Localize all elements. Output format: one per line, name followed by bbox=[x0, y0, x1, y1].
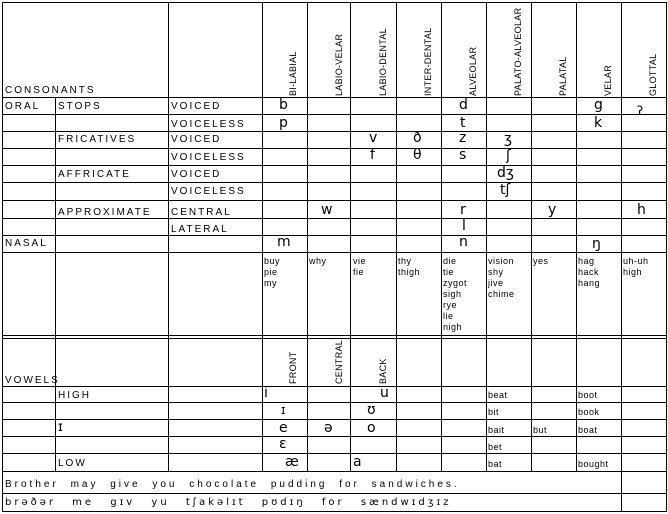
vowel-example: bait bbox=[488, 425, 505, 435]
ipa-symbol: w bbox=[321, 202, 333, 218]
row-label-voiceless: VOICELESS bbox=[171, 152, 246, 163]
place-header: INTER-DENTAL bbox=[423, 27, 433, 96]
rule bbox=[2, 402, 666, 403]
ipa-symbol: dʒ bbox=[497, 165, 514, 181]
ipa-symbol: ŋ bbox=[592, 236, 601, 252]
ipa-symbol: æ bbox=[285, 454, 299, 470]
sentence-ipa: brəðər me gɪv yu tʃakəlɪt pʊdɪŋ for sændwɪdʒɪz bbox=[5, 497, 452, 508]
ipa-symbol: ð bbox=[413, 130, 422, 146]
example-words: vision shy jive chime bbox=[488, 256, 515, 299]
ipa-symbol: z bbox=[459, 130, 467, 146]
place-header: VELAR bbox=[603, 64, 613, 96]
rule bbox=[350, 2, 351, 471]
vowel-example: bought bbox=[578, 459, 609, 469]
vowel-example: bet bbox=[488, 442, 503, 452]
rule bbox=[2, 419, 666, 420]
rule bbox=[441, 2, 442, 471]
consonants-title: CONSONANTS bbox=[5, 85, 96, 96]
row-label-central: CENTRAL bbox=[171, 207, 232, 218]
ipa-symbol: ɪ bbox=[281, 403, 286, 417]
ipa-symbol: b bbox=[279, 97, 288, 113]
vowel-example: boot bbox=[578, 390, 598, 400]
vowel-column-header: CENTRAL bbox=[334, 339, 344, 384]
ipa-symbol: ʒ bbox=[504, 131, 513, 147]
row-label-approximate: APPROXIMATE bbox=[58, 207, 152, 218]
ipa-symbol: i bbox=[264, 385, 268, 401]
rule bbox=[666, 2, 667, 512]
rule bbox=[2, 131, 666, 132]
row-label-affricate: AFFRICATE bbox=[58, 169, 131, 180]
ipa-symbol: u bbox=[380, 385, 389, 401]
place-header: LABIO-VELAR bbox=[334, 33, 344, 96]
rule bbox=[2, 218, 666, 219]
vowel-example: book bbox=[578, 407, 600, 417]
ipa-symbol: t bbox=[460, 115, 466, 131]
ipa-symbol: ʊ bbox=[367, 402, 376, 418]
vowel-row-high: HIGH bbox=[58, 390, 91, 401]
rule bbox=[2, 2, 3, 512]
vowel-column-header: BACK bbox=[378, 358, 388, 384]
example-words: die tie zygot sigh rye lie nigh bbox=[443, 256, 468, 332]
place-header: GLOTTAL bbox=[648, 53, 658, 96]
vowel-example: bit bbox=[488, 407, 500, 417]
example-words: buy pie my bbox=[264, 256, 281, 288]
ipa-symbol: θ bbox=[413, 147, 422, 163]
rule bbox=[2, 511, 666, 512]
row-label-voiced: VOICED bbox=[171, 101, 222, 112]
ipa-symbol: o bbox=[367, 420, 376, 436]
rule bbox=[576, 2, 577, 471]
ipa-symbol: ɛ bbox=[279, 436, 287, 452]
rule bbox=[2, 148, 666, 149]
place-header: PALATO-ALVEOLAR bbox=[513, 7, 523, 96]
example-words: why bbox=[309, 256, 327, 266]
rule bbox=[486, 2, 487, 471]
rule bbox=[2, 235, 666, 236]
place-header: ALVEOLAR bbox=[468, 46, 478, 96]
vowels-title: VOWELS bbox=[5, 375, 60, 386]
rule bbox=[262, 2, 263, 471]
rule bbox=[2, 200, 666, 201]
example-words: yes bbox=[533, 256, 549, 266]
ipa-symbol: h bbox=[637, 202, 646, 218]
row-label-voiced: VOICED bbox=[171, 169, 222, 180]
ipa-symbol: g bbox=[594, 97, 603, 113]
rule bbox=[2, 165, 666, 166]
sentence-english: Brother may give you chocolate pudding for sandwiches. bbox=[5, 479, 460, 490]
rule bbox=[396, 2, 397, 471]
rule bbox=[2, 453, 666, 454]
example-words: uh-uh high bbox=[623, 256, 649, 277]
ipa-symbol: ə bbox=[324, 420, 333, 436]
ipa-symbol: d bbox=[459, 97, 468, 113]
ipa-symbol: v bbox=[369, 130, 378, 146]
example-words: hag hack hang bbox=[578, 256, 601, 288]
ipa-symbol: e bbox=[279, 420, 288, 436]
row-label-lateral: LATERAL bbox=[171, 224, 229, 235]
rule bbox=[2, 114, 666, 115]
ipa-symbol: tʃ bbox=[500, 182, 511, 198]
rule bbox=[307, 2, 308, 471]
rule bbox=[2, 252, 666, 253]
rule bbox=[2, 338, 666, 339]
rule bbox=[2, 97, 666, 98]
row-label-fricatives: FRICATIVES bbox=[58, 134, 137, 145]
row-label-voiceless: VOICELESS bbox=[171, 119, 246, 130]
ipa-symbol: f bbox=[370, 147, 375, 163]
ipa-symbol: r bbox=[460, 202, 466, 218]
rule bbox=[2, 182, 666, 183]
rule bbox=[2, 335, 666, 336]
place-header: PALATAL bbox=[558, 56, 568, 96]
rule bbox=[2, 386, 666, 387]
ipa-symbol: s bbox=[459, 147, 467, 163]
rule bbox=[2, 436, 666, 437]
rule bbox=[55, 97, 56, 471]
place-header: BI-LABIAL bbox=[288, 51, 298, 96]
row-label-voiced: VOICED bbox=[171, 134, 222, 145]
rule bbox=[531, 2, 532, 471]
place-header: LABIO-DENTAL bbox=[378, 28, 388, 96]
rule bbox=[621, 2, 622, 511]
vowel-example: bat bbox=[488, 459, 503, 469]
ipa-symbol: l bbox=[462, 218, 466, 234]
ipa-symbol: p bbox=[279, 115, 288, 131]
ipa-symbol: a bbox=[353, 454, 362, 470]
example-words: thy thigh bbox=[398, 256, 421, 277]
vowel-column-header: FRONT bbox=[288, 351, 298, 384]
row-label-nasal: NASAL bbox=[5, 238, 48, 249]
rule bbox=[2, 493, 666, 494]
vowel-example: but bbox=[533, 425, 548, 435]
ipa-symbol: y bbox=[548, 202, 557, 218]
ipa-symbol: n bbox=[459, 234, 468, 250]
row-label-oral: ORAL bbox=[5, 101, 41, 112]
rule bbox=[168, 2, 169, 471]
rule bbox=[2, 2, 666, 3]
rule bbox=[2, 471, 666, 472]
example-words: vie fie bbox=[353, 256, 367, 277]
vowel-example: beat bbox=[488, 390, 508, 400]
vowel-row-low: LOW bbox=[58, 458, 87, 469]
ipa-symbol: m bbox=[277, 234, 291, 250]
ipa-symbol: ʃ bbox=[506, 148, 511, 164]
vowel-row-mid: ɪ bbox=[58, 420, 63, 435]
ipa-symbol: k bbox=[594, 115, 603, 131]
row-label-stops: STOPS bbox=[58, 101, 102, 112]
row-label-voiceless: VOICELESS bbox=[171, 186, 246, 197]
ipa-symbol: ʔ bbox=[637, 104, 644, 118]
vowel-example: boat bbox=[578, 425, 598, 435]
